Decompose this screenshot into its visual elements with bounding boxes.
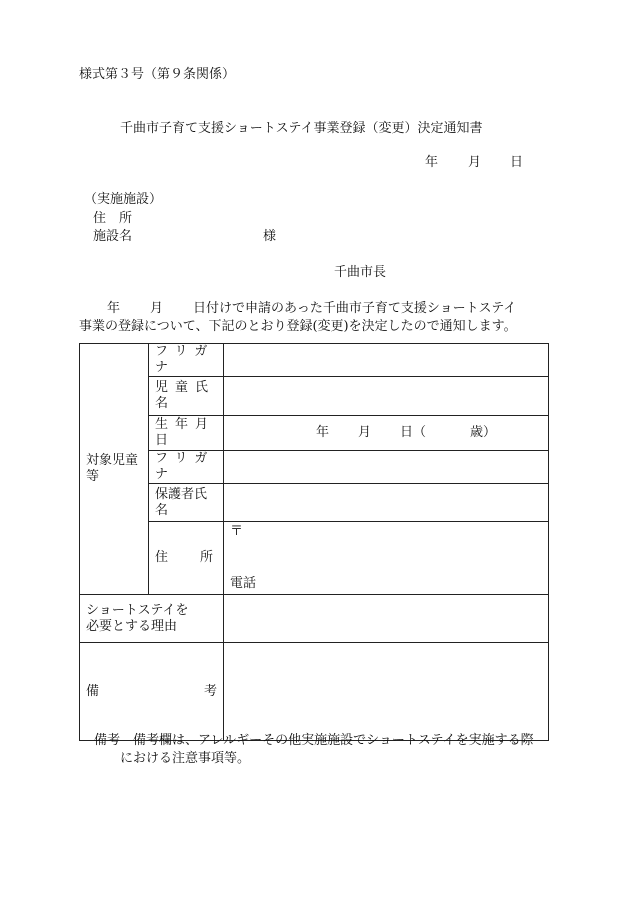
phone-label: 電話 bbox=[230, 576, 257, 591]
guardian-furigana-label: フリガナ bbox=[149, 451, 224, 484]
recipient-honorific: 様 bbox=[263, 229, 277, 244]
address-label bbox=[149, 522, 224, 595]
reason-label-line1: ショートステイを bbox=[86, 602, 189, 618]
guardian-name-field[interactable] bbox=[224, 484, 549, 522]
remarks-label-part1: 備 bbox=[86, 683, 100, 699]
footnote-line2: における注意事項等。 bbox=[120, 751, 251, 766]
body-line2: 事業の登録について、下記のとおり登録(変更)を決定したので通知します。 bbox=[79, 319, 517, 334]
reason-label-line2: 必要とする理由 bbox=[86, 618, 178, 634]
reason-field[interactable] bbox=[224, 595, 549, 643]
dob-year: 年 bbox=[316, 425, 330, 440]
remarks-field[interactable] bbox=[224, 643, 549, 741]
address-label-part1: 住 bbox=[155, 550, 169, 565]
birth-date-field[interactable] bbox=[224, 416, 549, 451]
recipient-facility-label: 施設名 bbox=[93, 229, 133, 244]
remarks-label bbox=[80, 643, 224, 741]
guardian-furigana-field[interactable] bbox=[224, 451, 549, 484]
furigana-label: フリガナ bbox=[149, 344, 224, 377]
birth-date-label: 生年月日 bbox=[149, 416, 224, 451]
child-furigana-field[interactable] bbox=[224, 344, 549, 377]
footnote-line1: 備考欄は、アレルギーその他実施施設でショートステイを実施する際 bbox=[133, 733, 534, 748]
body-line1-text: 日付けで申請のあった千曲市子育て支援ショートステイ bbox=[193, 301, 517, 316]
postal-mark: 〒 bbox=[230, 524, 244, 539]
target-children-group-label: 対象児童等 bbox=[80, 344, 149, 595]
reason-label bbox=[80, 595, 224, 643]
recipient-address-label: 住 所 bbox=[93, 211, 133, 226]
address-field[interactable] bbox=[224, 522, 549, 595]
dob-day: 日（ bbox=[400, 425, 427, 440]
body-year: 年 bbox=[107, 301, 121, 316]
footnote-label: 備考 bbox=[94, 733, 121, 748]
date-year: 年 bbox=[425, 155, 439, 170]
child-name-label: 児童氏名 bbox=[149, 377, 224, 416]
date-day: 日 bbox=[510, 155, 524, 170]
child-name-field[interactable] bbox=[224, 377, 549, 416]
issuer: 千曲市長 bbox=[334, 265, 387, 280]
remarks-label-part2: 考 bbox=[203, 683, 217, 699]
body-month: 月 bbox=[150, 301, 164, 316]
form-number: 様式第３号（第９条関係） bbox=[79, 67, 236, 82]
page-title: 千曲市子育て支援ショートステイ事業登録（変更）決定通知書 bbox=[120, 121, 483, 136]
dob-month: 月 bbox=[358, 425, 372, 440]
recipient-section: （実施施設） bbox=[84, 192, 163, 207]
date-month: 月 bbox=[468, 155, 482, 170]
dob-age: 歳） bbox=[470, 425, 497, 440]
registration-table bbox=[79, 343, 549, 741]
address-label-part2: 所 bbox=[199, 550, 213, 565]
guardian-name-label: 保護者氏名 bbox=[149, 484, 224, 522]
